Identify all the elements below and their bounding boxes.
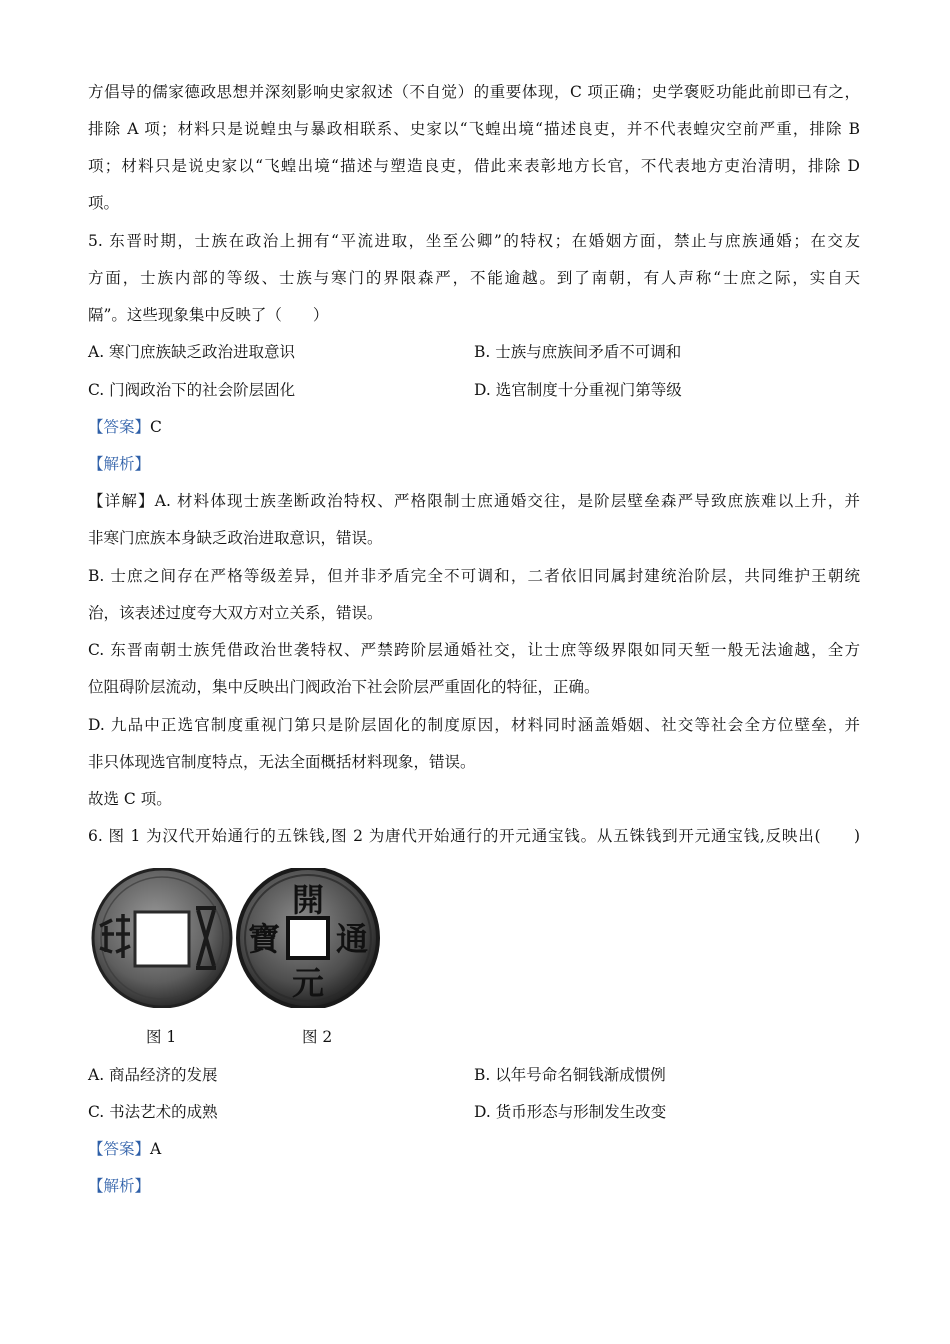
- q5-conclusion: 故选 C 项。: [88, 790, 172, 808]
- q5-option-b: B. 士族与庶族间矛盾不可调和: [474, 343, 682, 361]
- q5-detail-line-2: 非寒门庶族本身缺乏政治进取意识，错误。: [88, 529, 383, 547]
- prev-explanation-line-2: 排除 A 项；材料只是说蝗虫与暴政相联系、史家以“飞蝗出境“描述良吏，并不代表蝗灾空前严重，排除 B: [88, 120, 860, 138]
- q6-stem: 6. 图 1 为汉代开始通行的五铢钱,图 2 为唐代开始通行的开元通宝钱。从五铢钱到开元通宝钱,反映出( ): [88, 827, 860, 845]
- q5-detail-tag: 【详解】: [88, 492, 155, 510]
- q5-detail-line-3: B. 士庶之间存在严格等级差异，但并非矛盾完全不可调和，二者依旧同属封建统治阶层，共同维护王朝统: [88, 567, 860, 585]
- q5-analysis: [88, 454, 150, 474]
- q5-answer: [88, 417, 162, 437]
- coin-char-bottom: 元: [291, 964, 325, 1002]
- q6-answer-tag: 【答案】: [88, 1140, 151, 1158]
- coins-figure: [86, 868, 386, 1008]
- q5-detail-line-5: C. 东晋南朝士族凭借政治世袭特权、严禁跨阶层通婚社交，让士庶等级界限如同天堑一般无法逾越，全方: [88, 641, 860, 659]
- q5-detail-line-7: D. 九品中正选官制度重视门第只是阶层固化的制度原因，材料同时涵盖婚姻、社交等社会全方位壁垒，并: [88, 716, 860, 734]
- q5-analysis-tag: 【解析】: [88, 455, 151, 473]
- q6-analysis: [88, 1176, 150, 1196]
- figure1-caption: 图 1: [146, 1028, 177, 1046]
- q6-answer-value: A: [150, 1140, 162, 1158]
- q5-stem-line-1: 5. 东晋时期，士族在政治上拥有“平流进取，坐至公卿”的特权；在婚姻方面，禁止与庶族通婚；在交友: [88, 232, 860, 250]
- q6-option-a: A. 商品经济的发展: [88, 1066, 218, 1084]
- prev-explanation-line-4: 项。: [88, 194, 120, 212]
- coins-illustration: [86, 868, 386, 1008]
- q5-detail-text-1: A. 材料体现士族垄断政治特权、严格限制士庶通婚交往，是阶层壁垒森严导致庶族难以上升，并: [154, 492, 860, 510]
- q5-option-a: A. 寒门庶族缺乏政治进取意识: [88, 343, 296, 361]
- q5-stem-line-2: 方面，士族内部的等级、士族与寒门的界限森严，不能逾越。到了南朝，有人声称“士庶之际，实自天: [88, 269, 860, 287]
- coin-char-top: 開: [291, 881, 325, 919]
- q5-answer-value: C: [150, 418, 162, 436]
- q6-option-d: D. 货币形态与形制发生改变: [474, 1103, 667, 1121]
- q5-option-c: C. 门阀政治下的社会阶层固化: [88, 381, 296, 399]
- coin-char-right: 通: [335, 920, 369, 958]
- q5-detail-line-8: 非只体现选官制度特点，无法全面概括材料现象，错误。: [88, 753, 476, 771]
- q5-stem-line-3: 隔”。这些现象集中反映了（ ）: [88, 306, 329, 324]
- q6-option-b: B. 以年号命名铜钱渐成惯例: [474, 1066, 666, 1084]
- q5-detail-line-1: [88, 491, 860, 511]
- figure2-caption: 图 2: [302, 1028, 333, 1046]
- q5-option-d: D. 选官制度十分重视门第等级: [474, 381, 682, 399]
- q6-answer: [88, 1139, 161, 1159]
- coin-char-left: 寶: [247, 920, 281, 958]
- q5-detail-line-6: 位阻碍阶层流动，集中反映出门阀政治下社会阶层严重固化的特征，正确。: [88, 678, 600, 696]
- q5-answer-tag: 【答案】: [88, 418, 151, 436]
- prev-explanation-line-1: 方倡导的儒家德政思想并深刻影响史家叙述（不自觉）的重要体现，C 项正确；史学褒贬功能此前即已有之，: [88, 83, 860, 101]
- wuzhu-coin: [93, 869, 231, 1007]
- q6-option-c: C. 书法艺术的成熟: [88, 1103, 218, 1121]
- kaiyuan-coin: [238, 868, 378, 1008]
- q5-detail-line-4: 治，该表述过度夸大双方对立关系，错误。: [88, 604, 383, 622]
- q6-analysis-tag: 【解析】: [88, 1177, 151, 1195]
- prev-explanation-line-3: 项；材料只是说史家以“飞蝗出境“描述与塑造良吏，借此来表彰地方长官，不代表地方吏治清明，排除 D: [88, 157, 860, 175]
